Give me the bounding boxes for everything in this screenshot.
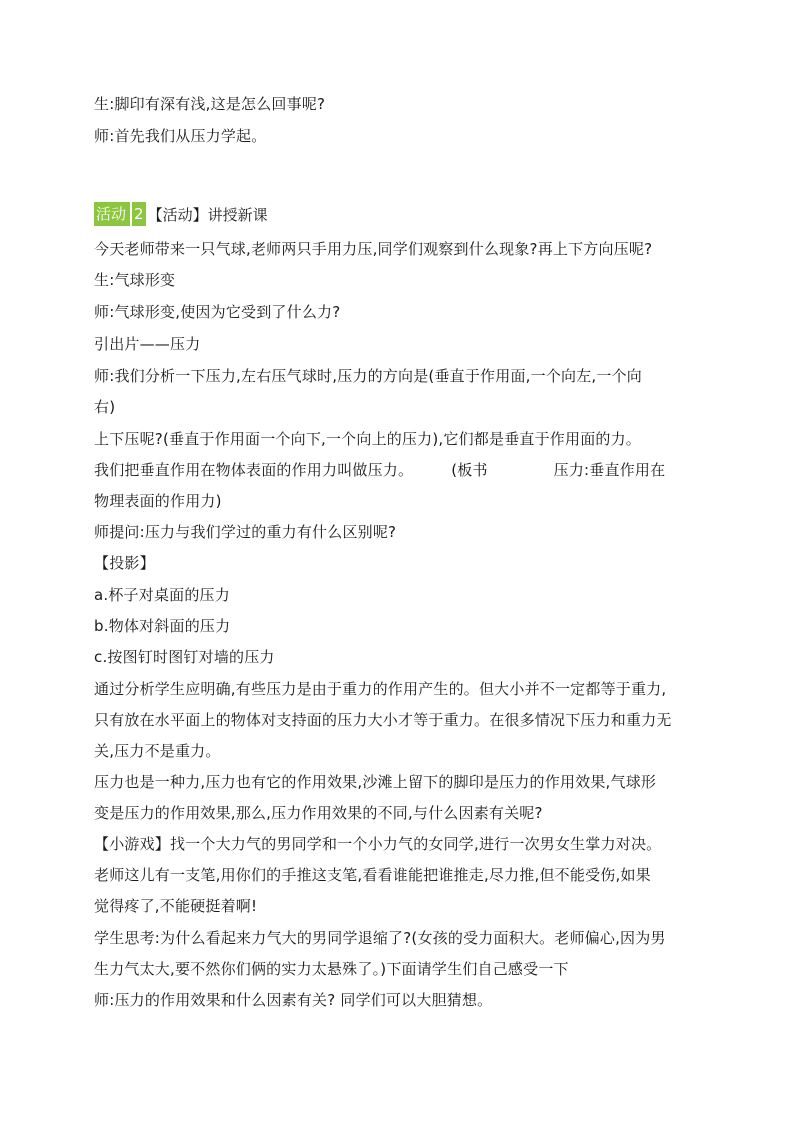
text-segment: (板书 [451,461,488,479]
text-line: 压力也是一种力,压力也有它的作用效果,沙滩上留下的脚印是压力的作用效果,气球形 [94,773,657,791]
activity-title: 【活动】讲授新课 [147,205,268,224]
text-line: 老师这儿有一支笔,用你们的手推这支笔,看看谁能把谁推走,尽力推,但不能受伤,如果 [94,866,651,884]
text-line: 引出片——压力 [94,335,201,353]
text-line: 变是压力的作用效果,那么,压力作用效果的不同,与什么因素有关呢? [94,804,543,822]
text-line: 今天老师带来一只气球,老师两只手用力压,同学们观察到什么现象?再上下方向压呢? [94,240,653,258]
text-line: 生:气球形变 [94,271,176,289]
text-line: 生力气太大,要不然你们俩的实力太悬殊了。)下面请学生们自己感受一下 [94,960,569,978]
text-line: 物理表面的作用力) [94,492,222,510]
text-line: 学生思考:为什么看起来力气大的男同学退缩了?(女孩的受力面积大。老师偏心,因为男 [94,929,666,947]
text-line: 生:脚印有深有浅,这是怎么回事呢? [94,95,326,113]
text-line: 师:我们分析一下压力,左右压气球时,压力的方向是(垂直于作用面,一个向左,一个向 [94,367,642,385]
text-line: 上下压呢?(垂直于作用面一个向下,一个向上的压力),它们都是垂直于作用面的力。 [94,430,642,448]
text-line [94,460,665,480]
text-line: 右) [94,398,116,416]
activity-badge [94,202,146,226]
text-line: 只有放在水平面上的物体对支持面的压力大小才等于重力。在很多情况下压力和重力无 [94,711,672,729]
text-line: 关,压力不是重力。 [94,742,221,760]
text-line: 【投影】 [94,554,155,572]
text-segment: 我们把垂直作用在物体表面的作用力叫做压力。 [94,461,414,479]
activity-badge-number: 2 [130,202,146,226]
text-line: 师:气球形变,使因为它受到了什么力? [94,303,341,321]
text-segment: 压力:垂直作用在 [553,461,666,479]
text-line: 【小游戏】找一个大力气的男同学和一个小力气的女同学,进行一次男女生掌力对决。 [94,835,662,853]
text-line: 师提问:压力与我们学过的重力有什么区别呢? [94,523,397,541]
text-line: 师:压力的作用效果和什么因素有关? 同学们可以大胆猜想。 [94,991,493,1009]
text-line: 师:首先我们从压力学起。 [94,127,267,145]
activity-heading [94,202,268,226]
activity-badge-label: 活动 [96,205,127,223]
text-line: 觉得疼了,不能硬挺着啊! [94,897,258,915]
text-line: a.杯子对桌面的压力 [94,586,230,604]
text-line: c.按图钉时图钉对墙的压力 [94,648,275,666]
text-line: 通过分析学生应明确,有些压力是由于重力的作用产生的。但大小并不一定都等于重力, [94,680,667,698]
text-line: b.物体对斜面的压力 [94,617,231,635]
